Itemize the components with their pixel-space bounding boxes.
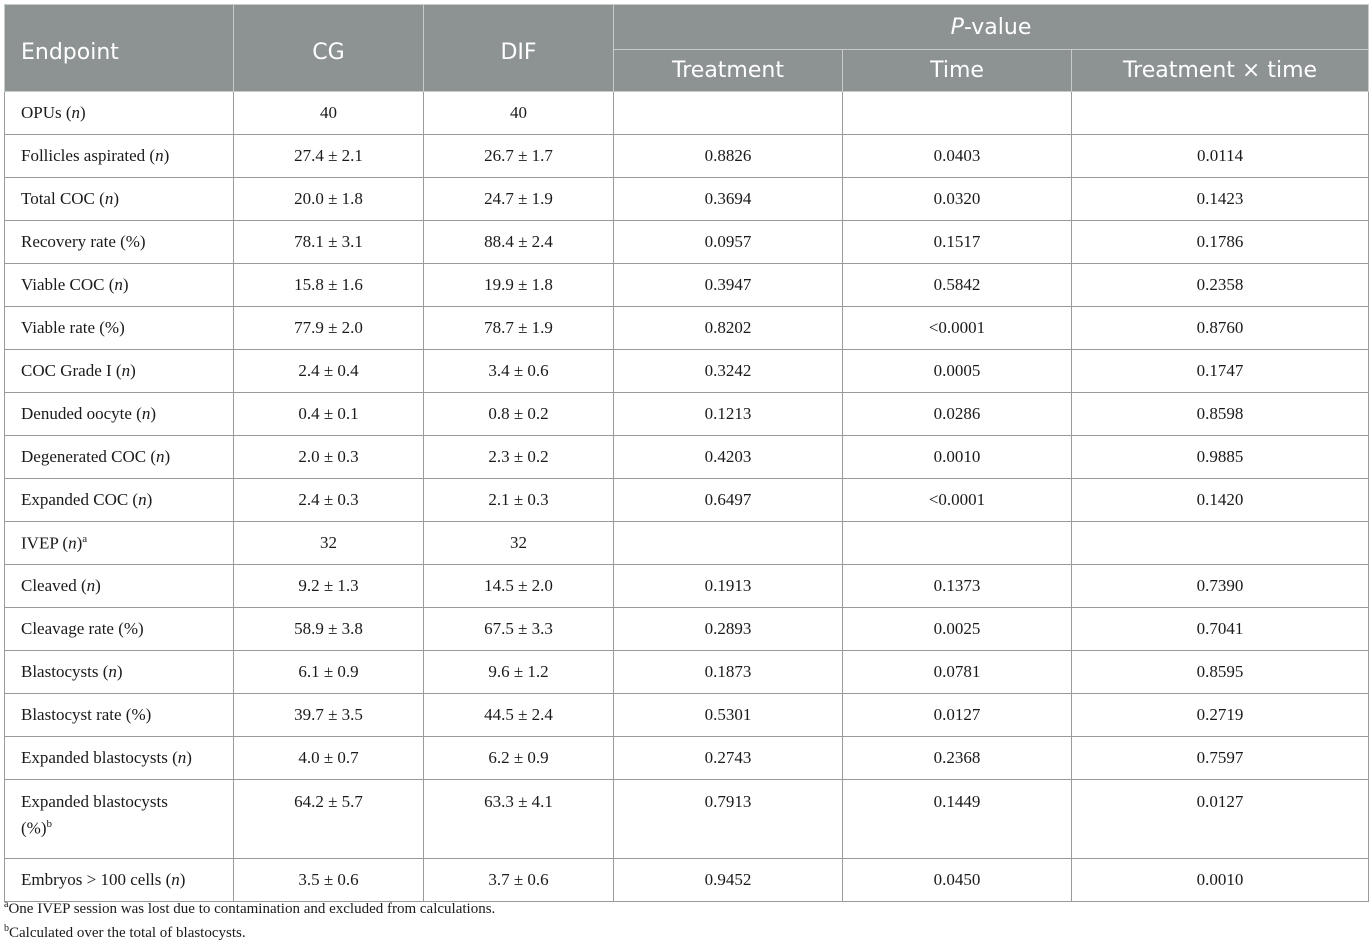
endpoint-unit: n [114, 275, 123, 294]
cg-value-cell: 3.5 ± 0.6 [234, 859, 424, 902]
endpoint-close: ) [80, 103, 86, 122]
endpoint-name: Viable rate (%) [21, 318, 125, 337]
p-interaction-cell: 0.7041 [1072, 608, 1369, 651]
endpoint-close: ) [113, 189, 119, 208]
endpoint-cell [5, 135, 234, 178]
dif-value-cell: 40 [424, 92, 614, 135]
table-row [5, 565, 1369, 608]
endpoint-cell [5, 350, 234, 393]
table-row [5, 92, 1369, 135]
table-row [5, 393, 1369, 436]
endpoint-name: IVEP ( [21, 533, 69, 553]
endpoint-unit: n [86, 576, 96, 595]
table-row [5, 780, 1369, 859]
p-interaction-cell: 0.0114 [1072, 135, 1369, 178]
table-row [5, 651, 1369, 694]
endpoint-cell [5, 859, 234, 902]
endpoint-unit: n [68, 533, 77, 553]
endpoint-name: Expanded blastocysts (%) [21, 792, 168, 838]
table-row [5, 694, 1369, 737]
endpoint-cell [5, 178, 234, 221]
p-treatment-cell: 0.6497 [614, 479, 843, 522]
p-treatment-cell: 0.2743 [614, 737, 843, 780]
cg-value-cell: 2.0 ± 0.3 [234, 436, 424, 479]
footnote-mark: b [4, 923, 9, 934]
header-p-suffix: -value [963, 14, 1032, 40]
endpoint-cell [5, 608, 234, 651]
endpoint-unit: n [177, 748, 187, 767]
header-dif: DIF [424, 5, 614, 92]
endpoint-unit: n [155, 146, 164, 165]
endpoint-close: ) [186, 748, 192, 767]
p-interaction-cell: 0.0127 [1072, 780, 1369, 859]
dif-value-cell: 24.7 ± 1.9 [424, 178, 614, 221]
cg-value-cell: 78.1 ± 3.1 [234, 221, 424, 264]
header-p-value [614, 5, 1369, 50]
endpoint-name: Denuded oocyte ( [21, 404, 142, 423]
p-interaction-cell: 0.1747 [1072, 350, 1369, 393]
dif-value-cell: 2.1 ± 0.3 [424, 479, 614, 522]
dif-value-cell: 67.5 ± 3.3 [424, 608, 614, 651]
table-row [5, 135, 1369, 178]
dif-value-cell: 6.2 ± 0.9 [424, 737, 614, 780]
p-time-cell: <0.0001 [843, 307, 1072, 350]
dif-value-cell: 2.3 ± 0.2 [424, 436, 614, 479]
endpoint-close: ) [116, 662, 123, 681]
endpoint-name: Follicles aspirated ( [21, 146, 156, 165]
cg-value-cell: 27.4 ± 2.1 [234, 135, 424, 178]
p-interaction-cell: 0.1786 [1072, 221, 1369, 264]
header-p-letter: P [950, 14, 964, 40]
endpoint-name: Viable COC ( [21, 275, 115, 294]
dif-value-cell: 26.7 ± 1.7 [424, 135, 614, 178]
endpoint-name: Embryos > 100 cells ( [21, 870, 172, 889]
p-time-cell: 0.0781 [843, 651, 1072, 694]
table-row [5, 350, 1369, 393]
table-row [5, 737, 1369, 780]
endpoint-cell [5, 264, 234, 307]
endpoint-cell [5, 221, 234, 264]
p-interaction-cell [1072, 92, 1369, 135]
header-interaction: Treatment × time [1072, 50, 1369, 92]
cg-value-cell: 32 [234, 522, 424, 565]
dif-value-cell: 63.3 ± 4.1 [424, 780, 614, 859]
p-time-cell: 0.5842 [843, 264, 1072, 307]
cg-value-cell: 6.1 ± 0.9 [234, 651, 424, 694]
p-treatment-cell: 0.9452 [614, 859, 843, 902]
p-interaction-cell: 0.8595 [1072, 651, 1369, 694]
dif-value-cell: 19.9 ± 1.8 [424, 264, 614, 307]
cg-value-cell: 9.2 ± 1.3 [234, 565, 424, 608]
p-interaction-cell: 0.8598 [1072, 393, 1369, 436]
endpoint-unit: n [141, 404, 151, 423]
endpoint-cell [5, 737, 234, 780]
p-time-cell: 0.2368 [843, 737, 1072, 780]
endpoint-unit: n [156, 447, 165, 466]
p-treatment-cell [614, 522, 843, 565]
dif-value-cell: 44.5 ± 2.4 [424, 694, 614, 737]
cg-value-cell: 15.8 ± 1.6 [234, 264, 424, 307]
cg-value-cell: 4.0 ± 0.7 [234, 737, 424, 780]
p-interaction-cell: 0.1420 [1072, 479, 1369, 522]
endpoint-unit: n [71, 103, 81, 122]
p-interaction-cell: 0.2719 [1072, 694, 1369, 737]
endpoint-name: Cleaved ( [21, 576, 87, 595]
table-row [5, 522, 1369, 565]
p-time-cell: 0.0450 [843, 859, 1072, 902]
footnote-ref: a [82, 532, 88, 545]
cg-value-cell: 2.4 ± 0.3 [234, 479, 424, 522]
dif-value-cell: 3.4 ± 0.6 [424, 350, 614, 393]
endpoint-cell [5, 92, 234, 135]
endpoint-name: Total COC ( [21, 189, 105, 208]
endpoint-close: ) [163, 146, 170, 165]
endpoint-cell [5, 694, 234, 737]
footnote-b [4, 923, 246, 942]
dif-value-cell: 0.8 ± 0.2 [424, 393, 614, 436]
cg-value-cell: 0.4 ± 0.1 [234, 393, 424, 436]
dif-value-cell: 78.7 ± 1.9 [424, 307, 614, 350]
p-treatment-cell [614, 92, 843, 135]
dif-value-cell: 88.4 ± 2.4 [424, 221, 614, 264]
endpoint-name: Recovery rate (%) [21, 232, 146, 251]
endpoint-name: Expanded COC ( [21, 490, 139, 509]
table-row [5, 479, 1369, 522]
endpoint-cell [5, 651, 234, 694]
p-treatment-cell: 0.3694 [614, 178, 843, 221]
p-interaction-cell: 0.8760 [1072, 307, 1369, 350]
endpoint-unit: n [121, 361, 131, 380]
header-treatment: Treatment [614, 50, 843, 92]
endpoint-close: ) [95, 576, 101, 595]
cg-value-cell: 20.0 ± 1.8 [234, 178, 424, 221]
table-body [5, 92, 1369, 902]
p-time-cell: 0.1449 [843, 780, 1072, 859]
results-table [4, 4, 1369, 902]
dif-value-cell: 14.5 ± 2.0 [424, 565, 614, 608]
endpoint-close: ) [130, 361, 136, 380]
endpoint-cell [5, 780, 234, 859]
footnote-a [4, 899, 495, 918]
p-time-cell: 0.0010 [843, 436, 1072, 479]
endpoint-close: ) [122, 275, 129, 294]
p-treatment-cell: 0.2893 [614, 608, 843, 651]
endpoint-name: OPUs ( [21, 103, 72, 122]
endpoint-close: ) [150, 404, 157, 423]
p-time-cell: 0.1373 [843, 565, 1072, 608]
endpoint-unit: n [171, 870, 180, 889]
p-time-cell: 0.0127 [843, 694, 1072, 737]
table-row [5, 221, 1369, 264]
footnote-text: Calculated over the total of blastocysts. [9, 925, 246, 941]
endpoint-cell [5, 393, 234, 436]
header-cg: CG [234, 5, 424, 92]
p-interaction-cell: 0.7390 [1072, 565, 1369, 608]
table-row [5, 859, 1369, 902]
p-interaction-cell: 0.2358 [1072, 264, 1369, 307]
footnote-mark: a [4, 899, 9, 910]
p-interaction-cell: 0.9885 [1072, 436, 1369, 479]
footnote-ref: b [46, 818, 52, 830]
endpoint-name: COC Grade I ( [21, 361, 122, 380]
cg-value-cell: 40 [234, 92, 424, 135]
table-header [5, 5, 1369, 92]
p-time-cell: 0.0005 [843, 350, 1072, 393]
p-time-cell: 0.0320 [843, 178, 1072, 221]
p-time-cell: 0.0025 [843, 608, 1072, 651]
p-time-cell: 0.0286 [843, 393, 1072, 436]
p-treatment-cell: 0.8202 [614, 307, 843, 350]
endpoint-unit: n [108, 662, 117, 681]
p-interaction-cell: 0.0010 [1072, 859, 1369, 902]
p-interaction-cell: 0.1423 [1072, 178, 1369, 221]
p-treatment-cell: 0.7913 [614, 780, 843, 859]
endpoint-cell [5, 436, 234, 479]
endpoint-cell [5, 522, 234, 565]
p-treatment-cell: 0.1873 [614, 651, 843, 694]
endpoint-close: ) [76, 533, 83, 553]
dif-value-cell: 32 [424, 522, 614, 565]
endpoint-name: Blastocysts ( [21, 662, 109, 681]
cg-value-cell: 77.9 ± 2.0 [234, 307, 424, 350]
cg-value-cell: 58.9 ± 3.8 [234, 608, 424, 651]
dif-value-cell: 9.6 ± 1.2 [424, 651, 614, 694]
table-row [5, 264, 1369, 307]
header-time: Time [843, 50, 1072, 92]
dif-value-cell: 3.7 ± 0.6 [424, 859, 614, 902]
table-row [5, 178, 1369, 221]
p-treatment-cell: 0.8826 [614, 135, 843, 178]
endpoint-name: Cleavage rate (%) [21, 619, 144, 638]
endpoint-cell [5, 565, 234, 608]
cg-value-cell: 2.4 ± 0.4 [234, 350, 424, 393]
endpoint-cell [5, 479, 234, 522]
table-row [5, 436, 1369, 479]
p-treatment-cell: 0.1213 [614, 393, 843, 436]
endpoint-close: ) [146, 490, 153, 509]
endpoint-name: Blastocyst rate (%) [21, 705, 152, 724]
p-treatment-cell: 0.1913 [614, 565, 843, 608]
p-treatment-cell: 0.5301 [614, 694, 843, 737]
p-treatment-cell: 0.0957 [614, 221, 843, 264]
p-time-cell [843, 522, 1072, 565]
endpoint-name: Expanded blastocysts ( [21, 748, 178, 767]
cg-value-cell: 64.2 ± 5.7 [234, 780, 424, 859]
p-time-cell: 0.0403 [843, 135, 1072, 178]
p-treatment-cell: 0.3242 [614, 350, 843, 393]
endpoint-name: Degenerated COC ( [21, 447, 157, 466]
p-treatment-cell: 0.4203 [614, 436, 843, 479]
p-treatment-cell: 0.3947 [614, 264, 843, 307]
endpoint-unit: n [138, 490, 147, 509]
endpoint-unit: n [104, 189, 114, 208]
endpoint-close: ) [164, 447, 171, 466]
p-interaction-cell [1072, 522, 1369, 565]
header-endpoint: Endpoint [5, 5, 234, 92]
p-interaction-cell: 0.7597 [1072, 737, 1369, 780]
footnote-text: One IVEP session was lost due to contamination and excluded from calculations. [8, 901, 496, 917]
p-time-cell: 0.1517 [843, 221, 1072, 264]
p-time-cell [843, 92, 1072, 135]
endpoint-close: ) [179, 870, 186, 889]
cg-value-cell: 39.7 ± 3.5 [234, 694, 424, 737]
table-row [5, 307, 1369, 350]
endpoint-cell [5, 307, 234, 350]
p-time-cell: <0.0001 [843, 479, 1072, 522]
table-row [5, 608, 1369, 651]
